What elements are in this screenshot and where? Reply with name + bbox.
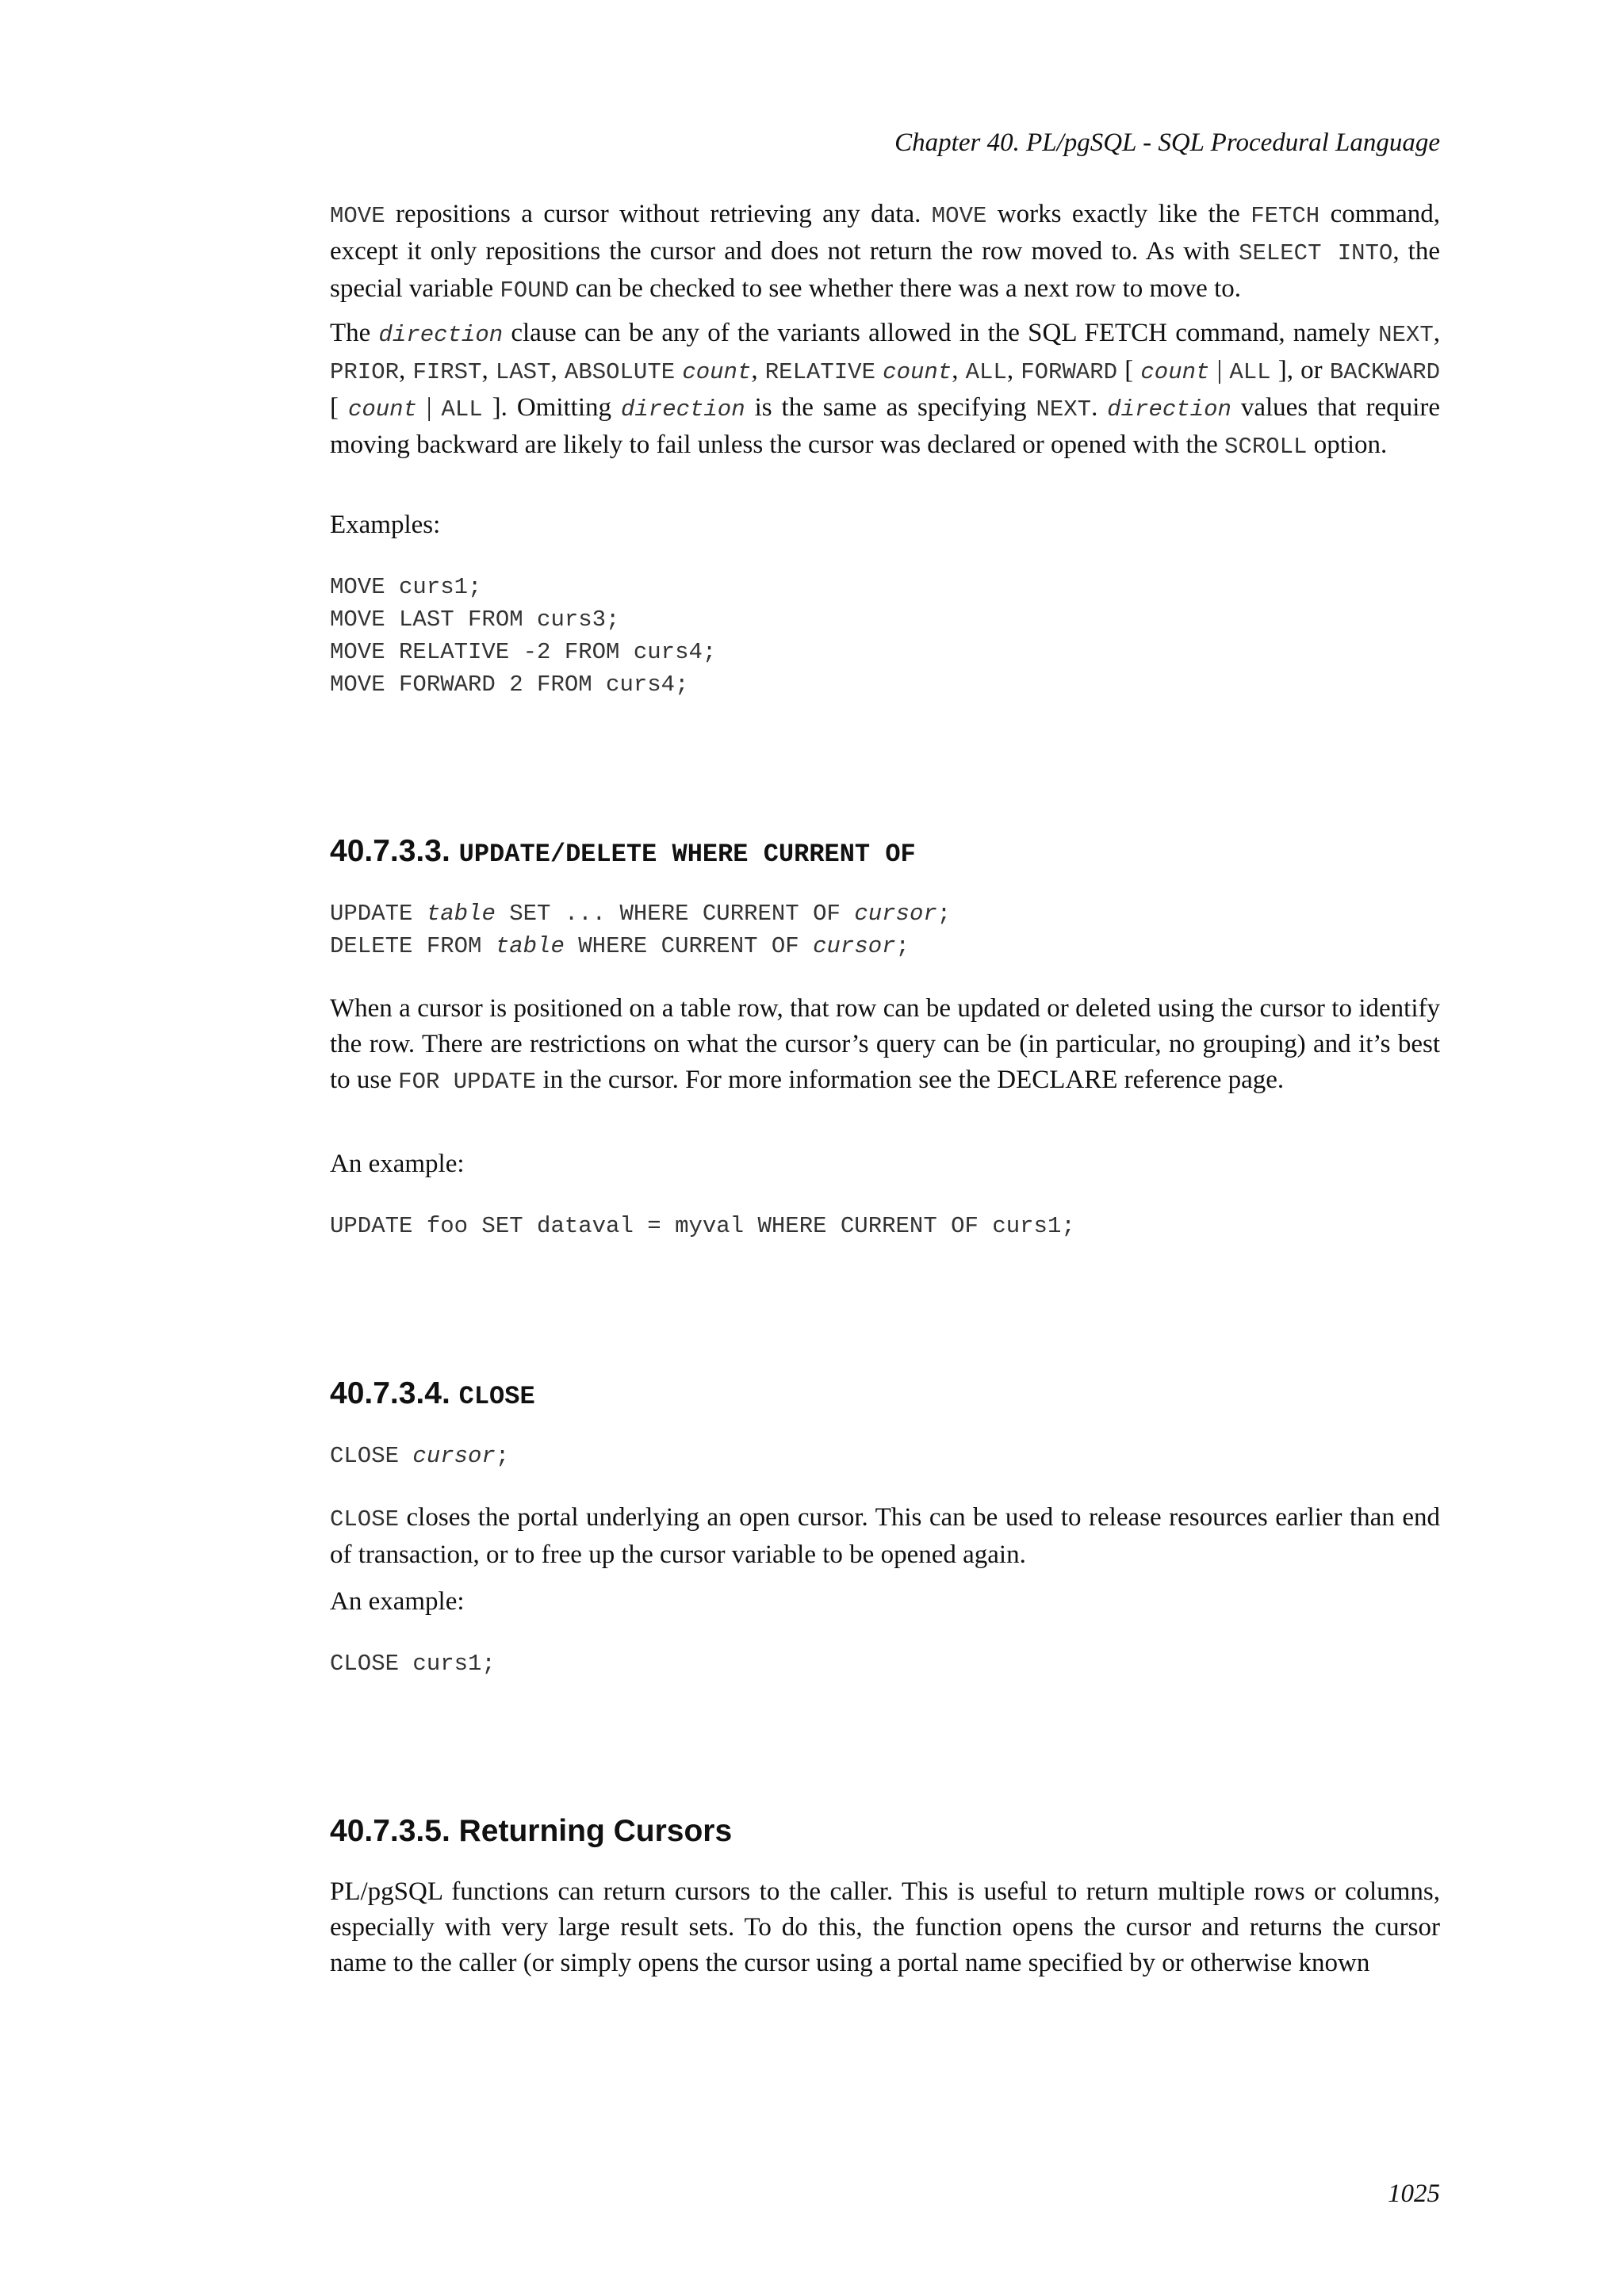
code-keyword: PRIOR <box>330 359 400 385</box>
code-keyword: CLOSE <box>330 1506 400 1533</box>
code-token: ; <box>936 901 952 927</box>
text: [ <box>1117 356 1141 385</box>
code-keyword: ABSOLUTE <box>564 359 676 385</box>
code-line: CLOSE curs1; <box>330 1651 496 1677</box>
code-token: CLOSE <box>330 1443 413 1469</box>
text: . <box>1091 393 1108 422</box>
section-title: UPDATE/DELETE WHERE CURRENT OF <box>458 840 916 869</box>
code-block-move-examples <box>330 571 1440 701</box>
code-variable: direction <box>620 396 745 423</box>
text: , <box>481 356 496 385</box>
text: , <box>751 356 765 385</box>
text: values that require moving backward are likely to fail unless the cursor was declared or opened with the <box>330 393 1440 459</box>
text: ]. Omitting <box>482 393 621 422</box>
section-number: 40.7.3.3. <box>330 834 459 868</box>
section-heading-update-delete <box>330 832 1440 874</box>
code-token: ; <box>895 933 910 959</box>
code-block-close-example <box>330 1647 1440 1680</box>
code-block-update-example <box>330 1210 1440 1242</box>
code-variable: direction <box>1107 396 1231 423</box>
code-variable: table <box>426 901 496 927</box>
text: When a cursor is positioned on a table row, that row can be updated or deleted using the cursor to identify the row. There are restrictions on what the cursor’s query can be (in particular, no grouping) and it’s best to use <box>330 994 1440 1094</box>
code-keyword: SELECT INTO <box>1239 240 1393 266</box>
code-keyword: FIRST <box>412 359 482 385</box>
section-title: CLOSE <box>458 1382 535 1411</box>
text: , <box>399 356 413 385</box>
code-keyword: SCROLL <box>1224 434 1308 460</box>
code-keyword: FETCH <box>1251 203 1320 229</box>
text: repositions a cursor without retrieving any data. <box>385 200 932 228</box>
code-variable: count <box>347 396 417 423</box>
code-variable: count <box>883 359 952 385</box>
paragraph-close-description <box>330 1500 1440 1573</box>
code-keyword: FORWARD <box>1021 359 1118 385</box>
text: clause can be any of the variants allowed in the SQL FETCH command, namely <box>503 319 1379 347</box>
code-token: UPDATE <box>330 901 427 927</box>
text: can be checked to see whether there was a next row to move to. <box>569 274 1241 303</box>
text: , <box>952 356 966 385</box>
paragraph-direction-clause <box>330 316 1440 465</box>
code-variable: cursor <box>412 1443 496 1469</box>
code-block-update-delete-syntax <box>330 897 1440 962</box>
section-title: 40.7.3.5. Returning Cursors <box>330 1814 733 1848</box>
code-variable: count <box>1140 359 1210 385</box>
text: , <box>1006 356 1021 385</box>
page-number: 1025 <box>1388 2179 1440 2208</box>
section-heading-returning-cursors <box>330 1812 1440 1850</box>
section-number: 40.7.3.4. <box>330 1376 459 1410</box>
text: command, except it only repositions the cursor and does not return the row moved to. As with <box>330 200 1440 266</box>
code-keyword: BACKWARD <box>1329 359 1441 385</box>
code-keyword: LAST <box>495 359 551 385</box>
text: works exactly like the <box>986 200 1251 228</box>
running-header: Chapter 40. PL/pgSQL - SQL Procedural Language <box>894 128 1440 157</box>
code-keyword: RELATIVE <box>764 359 875 385</box>
code-line: MOVE LAST FROM curs3; <box>330 607 620 633</box>
text: in the cursor. For more information see the DECLARE reference page. <box>536 1066 1285 1094</box>
text: PL/pgSQL functions can return cursors to the caller. This is useful to return multiple rows or columns, especially with very large result sets. To do this, the function opens the cursor and returns the cursor name to the caller (or simply opens the cursor using a portal name specified by or otherwise known <box>330 1877 1440 1977</box>
code-variable: count <box>682 359 752 385</box>
text: , the special variable <box>330 237 1440 303</box>
text: is the same as specifying <box>745 393 1036 422</box>
code-keyword: MOVE <box>931 203 987 229</box>
text: , <box>550 356 565 385</box>
code-variable: cursor <box>813 933 896 959</box>
code-keyword: ALL <box>1229 359 1271 385</box>
paragraph-returning-cursors <box>330 1874 1440 1981</box>
text <box>875 356 883 385</box>
code-token: DELETE FROM <box>330 933 496 959</box>
example-label: An example: <box>330 1150 465 1178</box>
code-keyword: FOR UPDATE <box>398 1069 537 1095</box>
code-variable: direction <box>378 322 504 348</box>
code-token: ; <box>495 1443 510 1469</box>
code-keyword: MOVE <box>330 203 385 229</box>
text: [ <box>330 393 348 422</box>
code-variable: cursor <box>854 901 937 927</box>
code-line: MOVE FORWARD 2 FROM curs4; <box>330 672 689 698</box>
text: closes the portal underlying an open cursor. This can be used to release resources earlier than end of transaction, or to free up the cursor variable to be opened again. <box>330 1503 1440 1569</box>
code-variable: table <box>495 933 565 959</box>
code-keyword: NEXT <box>1378 322 1434 348</box>
text: option. <box>1307 430 1388 459</box>
code-line: MOVE curs1; <box>330 574 482 600</box>
code-token: WHERE CURRENT OF <box>564 933 814 959</box>
paragraph-move-description <box>330 197 1440 308</box>
section-heading-close <box>330 1375 1440 1416</box>
code-keyword: ALL <box>441 396 483 423</box>
text <box>675 356 682 385</box>
code-keyword: ALL <box>965 359 1007 385</box>
examples-label: Examples: <box>330 511 441 539</box>
example-label: An example: <box>330 1587 465 1616</box>
text: | <box>1209 356 1230 385</box>
code-block-close-syntax <box>330 1440 1440 1472</box>
text: The <box>330 319 379 347</box>
code-token: SET ... WHERE CURRENT OF <box>495 901 855 927</box>
code-keyword: NEXT <box>1036 396 1092 423</box>
code-keyword: FOUND <box>500 277 569 304</box>
text: ], or <box>1270 356 1330 385</box>
paragraph-where-current-of <box>330 991 1440 1100</box>
code-line: UPDATE foo SET dataval = myval WHERE CURRENT OF curs1; <box>330 1213 1075 1239</box>
text: | <box>416 393 442 422</box>
text: , <box>1433 319 1440 347</box>
code-line: MOVE RELATIVE -2 FROM curs4; <box>330 639 717 665</box>
